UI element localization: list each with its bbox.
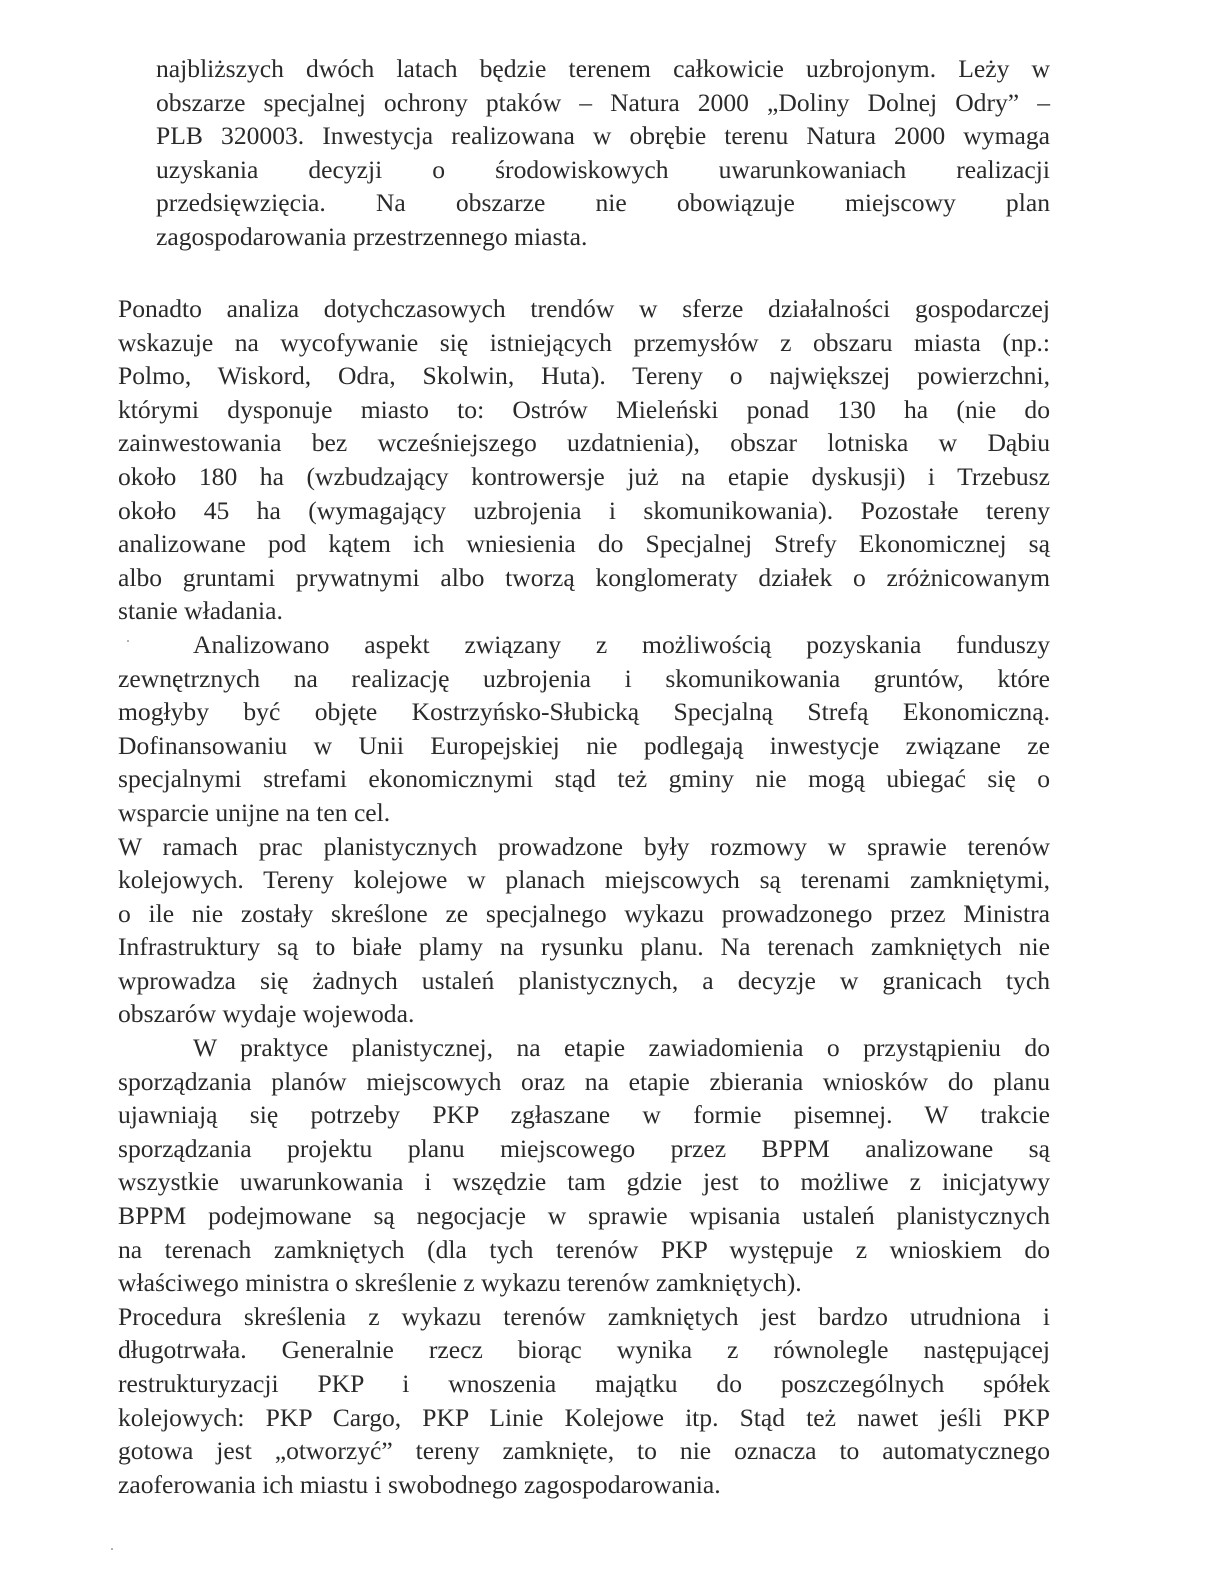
text-line: sporządzania projektu planu miejscowego przez BPPM analizowane są [118, 1133, 1050, 1163]
text-line: o ile nie zostały skreślone ze specjalnego wykazu prowadzonego przez Ministra [118, 898, 1050, 928]
text-line: sporządzania planów miejscowych oraz na etapie zbierania wniosków do planu [118, 1066, 1050, 1096]
text-line: specjalnymi strefami ekonomicznymi stąd też gminy nie mogą ubiegać się o [118, 764, 1050, 794]
text-line: restrukturyzacji PKP i wnoszenia majątku do poszczególnych spółek [118, 1369, 1050, 1398]
text-line: obszarze specjalnej ochrony ptaków – Natura 2000 „Doliny Dolnej Odry” – [156, 87, 1050, 117]
text-line: Dofinansowaniu w Unii Europejskiej nie podlegają inwestycje związane ze [118, 730, 1050, 760]
text-line: gotowa jest „otworzyć” tereny zamknięte, to nie oznacza to automatycznego [118, 1436, 1050, 1466]
text-line: wskazuje na wycofywanie się istniejących przemysłów z obszaru miasta (np.: [118, 327, 1050, 357]
text-line: PLB 320003. Inwestycja realizowana w obrębie terenu Natura 2000 wymaga [156, 121, 1050, 151]
text-line: obszarów wydaje wojewoda. [118, 999, 415, 1029]
paragraph [118, 292, 1050, 628]
text-line: na terenach zamkniętych (dla tych terenów PKP występuje z wnioskiem do [118, 1234, 1050, 1264]
text-line: stanie władania. [118, 596, 283, 626]
text-line: Ponadto analiza dotychczasowych trendów w sferze działalności gospodarczej [118, 294, 1050, 323]
text-line: kolejowych: PKP Cargo, PKP Linie Kolejowe itp. Stąd też nawet jeśli PKP [118, 1402, 1050, 1432]
text-line: ujawniają się potrzeby PKP zgłaszane w formie pisemnej. W trakcie [118, 1100, 1050, 1130]
text-line: kolejowych. Tereny kolejowe w planach miejscowych są terenami zamkniętymi, [118, 865, 1050, 895]
text-line: właściwego ministra o skreślenie z wykazu terenów zamkniętych). [118, 1268, 802, 1298]
text-line: przedsięwzięcia. Na obszarze nie obowiązuje miejscowy plan [156, 188, 1050, 218]
text-line: W praktyce planistycznej, na etapie zawiadomienia o przystąpieniu do [193, 1033, 1050, 1063]
text-line: długotrwała. Generalnie rzecz biorąc wynika z równolegle następującej [118, 1335, 1050, 1365]
paragraph [118, 1031, 1050, 1300]
text-line: Polmo, Wiskord, Odra, Skolwin, Huta). Tereny o największej powierzchni, [118, 361, 1050, 391]
text-line: zagospodarowania przestrzennego miasta. [156, 221, 588, 251]
document-body [118, 292, 1050, 1501]
text-line: wsparcie unijne na ten cel. [118, 797, 391, 827]
text-line: zaoferowania ich miastu i swobodnego zagospodarowania. [118, 1469, 721, 1499]
scan-speck [111, 1548, 113, 1550]
text-line: około 45 ha (wymagający uzbrojenia i skomunikowania). Pozostałe tereny [118, 495, 1050, 525]
text-line: wszystkie uwarunkowania i wszędzie tam gdzie jest to możliwe z inicjatywy [118, 1167, 1050, 1197]
text-line: Procedura skreślenia z wykazu terenów zamkniętych jest bardzo utrudniona i [118, 1301, 1050, 1331]
continuation-paragraph [156, 52, 1050, 254]
paragraph [118, 628, 1050, 830]
text-line: mogłyby być objęte Kostrzyńsko-Słubicką Specjalną Strefą Ekonomiczną. [118, 697, 1050, 727]
text-line: którymi dysponuje miasto to: Ostrów Mieleński ponad 130 ha (nie do [118, 394, 1050, 424]
text-line: najbliższych dwóch latach będzie terenem całkowicie uzbrojonym. Leży w [156, 54, 1050, 83]
text-line: analizowane pod kątem ich wniesienia do Specjalnej Strefy Ekonomicznej są [118, 529, 1050, 559]
text-line: W ramach prac planistycznych prowadzone były rozmowy w sprawie terenów [118, 831, 1050, 861]
text-line: BPPM podejmowane są negocjacje w sprawie wpisania ustaleń planistycznych [118, 1201, 1050, 1231]
scan-speck [127, 640, 129, 642]
text-line: zainwestowania bez wcześniejszego uzdatnienia), obszar lotniska w Dąbiu [118, 428, 1050, 458]
text-line: zewnętrznych na realizację uzbrojenia i skomunikowania gruntów, które [118, 663, 1050, 693]
text-line: Analizowano aspekt związany z możliwością pozyskania funduszy [193, 629, 1050, 659]
paragraph [118, 1300, 1050, 1502]
text-line: uzyskania decyzji o środowiskowych uwarunkowaniach realizacji [156, 154, 1050, 184]
text-line: około 180 ha (wzbudzający kontrowersje już na etapie dyskusji) i Trzebusz [118, 461, 1050, 491]
text-line: wprowadza się żadnych ustaleń planistycznych, a decyzje w granicach tych [118, 965, 1050, 995]
text-line: albo gruntami prywatnymi albo tworzą konglomeraty działek o zróżnicowanym [118, 562, 1050, 592]
paragraph [118, 830, 1050, 1032]
text-line: Infrastruktury są to białe plamy na rysunku planu. Na terenach zamkniętych nie [118, 932, 1050, 962]
